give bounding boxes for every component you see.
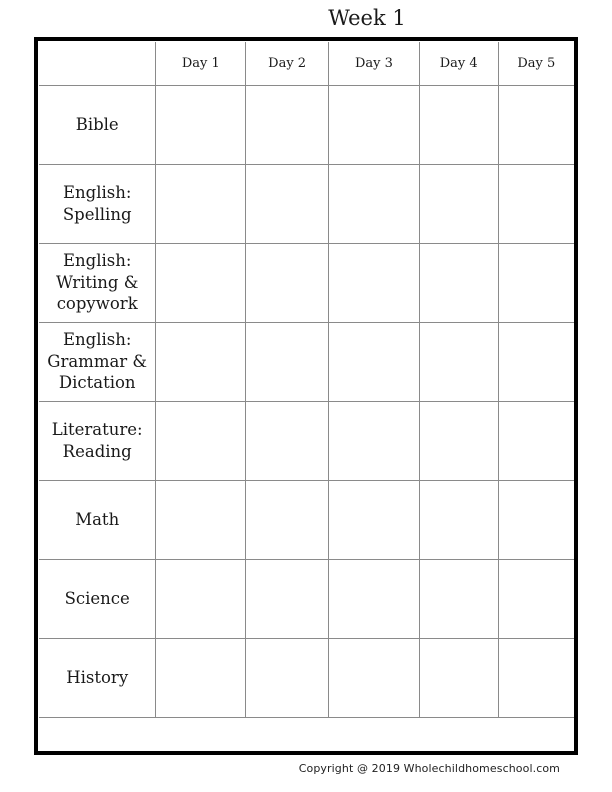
entry-cell[interactable] [419, 322, 498, 401]
subject-label: English: Spelling [39, 164, 156, 243]
entry-cell[interactable] [246, 638, 329, 717]
day-header: Day 4 [419, 42, 498, 85]
entry-cell[interactable] [329, 401, 420, 480]
entry-cell[interactable] [419, 85, 498, 164]
entry-cell[interactable] [419, 243, 498, 322]
subject-label: History [39, 638, 156, 717]
header-row [39, 42, 574, 85]
entry-cell[interactable] [498, 401, 574, 480]
entry-cell[interactable] [329, 638, 420, 717]
copyright-notice: Copyright @ 2019 Wholechildhomeschool.com [298, 762, 560, 775]
entry-cell[interactable] [156, 164, 246, 243]
entry-cell[interactable] [246, 322, 329, 401]
entry-cell[interactable] [498, 322, 574, 401]
entry-cell[interactable] [419, 559, 498, 638]
subject-label: Math [39, 480, 156, 559]
entry-cell[interactable] [156, 559, 246, 638]
subject-row [39, 480, 574, 559]
entry-cell[interactable] [246, 164, 329, 243]
subject-label: English: Writing & copywork [39, 243, 156, 322]
entry-cell[interactable] [156, 638, 246, 717]
subject-label: Bible [39, 85, 156, 164]
subject-label: Science [39, 559, 156, 638]
entry-cell[interactable] [498, 480, 574, 559]
entry-cell[interactable] [246, 243, 329, 322]
entry-cell[interactable] [329, 164, 420, 243]
entry-cell[interactable] [498, 85, 574, 164]
weekly-planner-table [39, 42, 574, 718]
page-title: Week 1 [328, 6, 406, 30]
subject-row [39, 401, 574, 480]
entry-cell[interactable] [329, 85, 420, 164]
entry-cell[interactable] [329, 559, 420, 638]
subject-row [39, 322, 574, 401]
subject-row [39, 559, 574, 638]
entry-cell[interactable] [419, 401, 498, 480]
entry-cell[interactable] [156, 401, 246, 480]
entry-cell[interactable] [246, 480, 329, 559]
entry-cell[interactable] [156, 480, 246, 559]
entry-cell[interactable] [498, 164, 574, 243]
entry-cell[interactable] [246, 559, 329, 638]
entry-cell[interactable] [498, 243, 574, 322]
subject-row [39, 164, 574, 243]
subject-label: Literature: Reading [39, 401, 156, 480]
day-header: Day 1 [156, 42, 246, 85]
entry-cell[interactable] [156, 85, 246, 164]
entry-cell[interactable] [498, 559, 574, 638]
subject-row [39, 85, 574, 164]
planner-frame [34, 37, 578, 755]
day-header: Day 2 [246, 42, 329, 85]
entry-cell[interactable] [419, 638, 498, 717]
subject-row [39, 638, 574, 717]
entry-cell[interactable] [419, 164, 498, 243]
entry-cell[interactable] [246, 85, 329, 164]
entry-cell[interactable] [329, 322, 420, 401]
entry-cell[interactable] [156, 243, 246, 322]
entry-cell[interactable] [156, 322, 246, 401]
entry-cell[interactable] [329, 480, 420, 559]
subject-label: English: Grammar & Dictation [39, 322, 156, 401]
entry-cell[interactable] [246, 401, 329, 480]
entry-cell[interactable] [329, 243, 420, 322]
corner-cell [39, 42, 156, 85]
entry-cell[interactable] [419, 480, 498, 559]
subject-row [39, 243, 574, 322]
entry-cell[interactable] [498, 638, 574, 717]
day-header: Day 5 [498, 42, 574, 85]
day-header: Day 3 [329, 42, 420, 85]
